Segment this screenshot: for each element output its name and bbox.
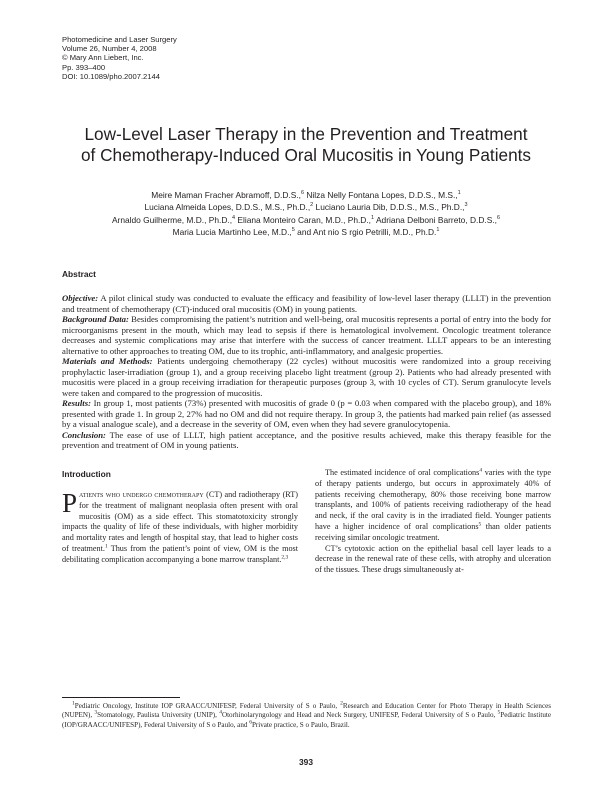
section-text: The ease of use of LLLT, high patient acceptance, and the positive results achieved, make this therapy feasible for the prevention and treatment of OM in young patients. (62, 429, 551, 450)
section-label: Materials and Methods: (62, 356, 153, 366)
author-line (20, 201, 592, 213)
footnote-mark: 4 (219, 710, 222, 717)
paragraph-text: Thus from the patient’s point of view, OM is the most debilitating complication accompanying a bone marrow transplant. (62, 543, 298, 564)
author-name: Meire Maman Fracher Abramoff, D.D.S., (151, 190, 301, 200)
author-name: and Ant nio S rgio Petrilli, M.D., Ph.D. (297, 227, 437, 238)
paragraph-text: The estimated incidence of oral complications (325, 468, 480, 477)
paragraph-text: (CT) and radiotherapy (RT) for the treatment of malignant neoplasia often present with oral mucositis (OM) as a side effect. This stomatotoxicity strongly impacts the quality of life of these individuals, with higher morbidity and mortality rates and length of hospital stay, that lead to higher costs of treatment. (62, 490, 298, 553)
footnote-text: Otorhinolaryngology and Head and Neck Surgery, UNIFESP, Federal University of S o Paulo, (221, 711, 498, 720)
author-name: Luciana Almeida Lopes, D.D.S., M.S., Ph.D., (144, 202, 311, 213)
author-affiliation-mark: 1 (436, 227, 440, 234)
author-name: Luciano Lauria Dib, D.D.S., M.S., Ph.D., (315, 202, 465, 213)
footnote-mark: 2 (340, 700, 343, 707)
author-affiliation-mark: 5 (291, 227, 295, 234)
author-affiliation-mark: 4 (232, 215, 236, 222)
intro-paragraph: CT’s cytotoxic action on the epithelial basal cell layer leads to a decrease in the renewal rate of these cells, with atrophy and ulceration of the tissues. These drugs simultaneously at- (315, 543, 551, 575)
intro-paragraph (315, 468, 551, 544)
footnote-mark: 5 (497, 710, 501, 717)
abstract-results (62, 398, 551, 430)
author-affiliation-mark: 1 (457, 190, 461, 197)
footnote-mark: 6 (249, 719, 252, 726)
drop-cap: P (62, 488, 78, 518)
citation-mark: 1 (104, 543, 108, 550)
section-text: A pilot clinical study was conducted to evaluate the efficacy and feasibility of low-level laser therapy (LLLT) in the prevention and treatment of chemotherapy (CT)-induced oral mucositis (OM) in young patients. (62, 293, 551, 314)
paragraph-text: varies with the type of therapy patients undergo, but occurs in approximately 40% of patients receiving chemotherapy, 80% those receiving bone marrow transplants, and 100% of patients receiving radiotherapy of the head and neck, if the oral cavity is in the irradiated field. Younger patients have a higher incidence of oral complications (315, 468, 551, 531)
affiliation-footnote (62, 702, 551, 730)
section-text: Patients undergoing chemotherapy (22 cycles) without mucositis were randomized into a group receiving prophylactic laser-irradiation (group 1), and a group receiving placebo light treatment (group 2). Patients who had already presented with mucositis were placed in a group receiving irradiation for therapeutic purposes (group 3, with 10 cycles of CT). Serum granulocyte levels were taken and compared to the progression of mucositis. (62, 356, 552, 398)
article-title (40, 124, 572, 166)
author-line (20, 189, 592, 201)
footnote-text: Pediatric Oncology, Institute IOP GRAACC/UNIFESP, Federal University of S o Paulo, (74, 702, 341, 710)
abstract-conclusion (62, 430, 551, 451)
author-affiliation-mark: 1 (371, 215, 375, 222)
journal-name: Photomedicine and Laser Surgery (62, 35, 177, 44)
author-name: Nilza Nelly Fontana Lopes, D.D.S., M.S., (306, 190, 458, 200)
author-affiliation-mark: 6 (300, 190, 305, 197)
title-line-1: Low-Level Laser Therapy in the Prevention and Treatment (84, 124, 528, 144)
abstract-methods (62, 356, 551, 398)
intro-paragraph (62, 490, 298, 566)
footnote-text: Research and Education Center for Photo Therapy in Health Sciences (NUPEN), (62, 702, 551, 720)
journal-doi: DOI: 10.1089/pho.2007.2144 (62, 71, 160, 81)
citation-mark: 5 (478, 521, 482, 528)
author-name: Arnaldo Guilherme, M.D., Ph.D., (111, 214, 233, 225)
section-text: In group 1, most patients (73%) presented with mucositis of grade 0 (p = 0.03 when compared with the placebo group), and 18% presented with grade 1. In group 2, 27% had no OM and did not require therapy. In group 3, the patients had marked pain relief (as assessed by a visual analogue scale), and a decrease in the severity of OM, even when they had severe granulocytopenia. (62, 398, 551, 429)
citation-mark: 2,3 (281, 554, 289, 561)
intro-left-column (62, 490, 298, 566)
intro-right-column (315, 468, 551, 576)
author-line (20, 214, 592, 226)
journal-header (62, 35, 177, 81)
page-number: 393 (299, 757, 313, 767)
section-text: Besides compromising the patient’s nutrition and well-being, oral mucositis represents a portal of entry into the body for microorganisms present in the mouth, which may lead to sepsis if there is hematological involvement. Oncologic treatment tolerance decreases and systemic complications may arise that interfere with the success of cancer treatment. LLLT appears to be an interesting alternative to other approaches to treating OM, due to its trophic, anti-inflammatory, and analgesic properties. (62, 314, 551, 356)
journal-copyright: © Mary Ann Liebert, Inc. (62, 53, 144, 63)
title-line-2: of Chemotherapy-Induced Oral Mucositis in Young Patients (81, 145, 531, 165)
section-label: Background Data: (62, 314, 129, 324)
footnote-text: Stomatology, Paulista University (UNIP), (97, 711, 220, 720)
paragraph-text: than older patients receiving similar oncologic treatment. (315, 521, 551, 542)
author-name: Maria Lucia Martinho Lee, M.D., (172, 227, 292, 238)
footnote-text: Private practice, S o Paulo, Brazil. (251, 720, 350, 729)
lead-in-smallcaps: atients who undergo chemotherapy (79, 490, 204, 499)
abstract-body (62, 293, 551, 451)
author-affiliation-mark: 2 (310, 202, 314, 209)
abstract-objective (62, 293, 551, 314)
footnote-text: Pediatric Institute (IOP/GRAACC/UNIFESP), Federal University of S o Paulo, and (62, 711, 551, 729)
author-affiliation-mark: 6 (496, 215, 501, 222)
introduction-heading: Introduction (62, 469, 111, 479)
section-label: Conclusion: (62, 429, 106, 440)
author-line (20, 226, 592, 238)
abstract-background (62, 314, 551, 356)
author-list (20, 189, 592, 239)
footnote-mark: 3 (94, 710, 98, 717)
journal-pages: Pp. 393–400 (62, 62, 106, 72)
abstract-heading: Abstract (62, 269, 96, 279)
footnote-mark: 1 (72, 700, 75, 707)
citation-mark: 4 (479, 467, 483, 474)
section-label: Results: (62, 398, 91, 408)
section-label: Objective: (62, 293, 99, 303)
footnote-divider (62, 697, 180, 698)
author-affiliation-mark: 3 (464, 202, 468, 209)
author-name: Adriana Delboni Barreto, D.D.S., (375, 214, 497, 225)
journal-volume: Volume 26, Number 4, 2008 (62, 44, 157, 54)
author-name: Eliana Monteiro Caran, M.D., Ph.D., (237, 214, 372, 225)
